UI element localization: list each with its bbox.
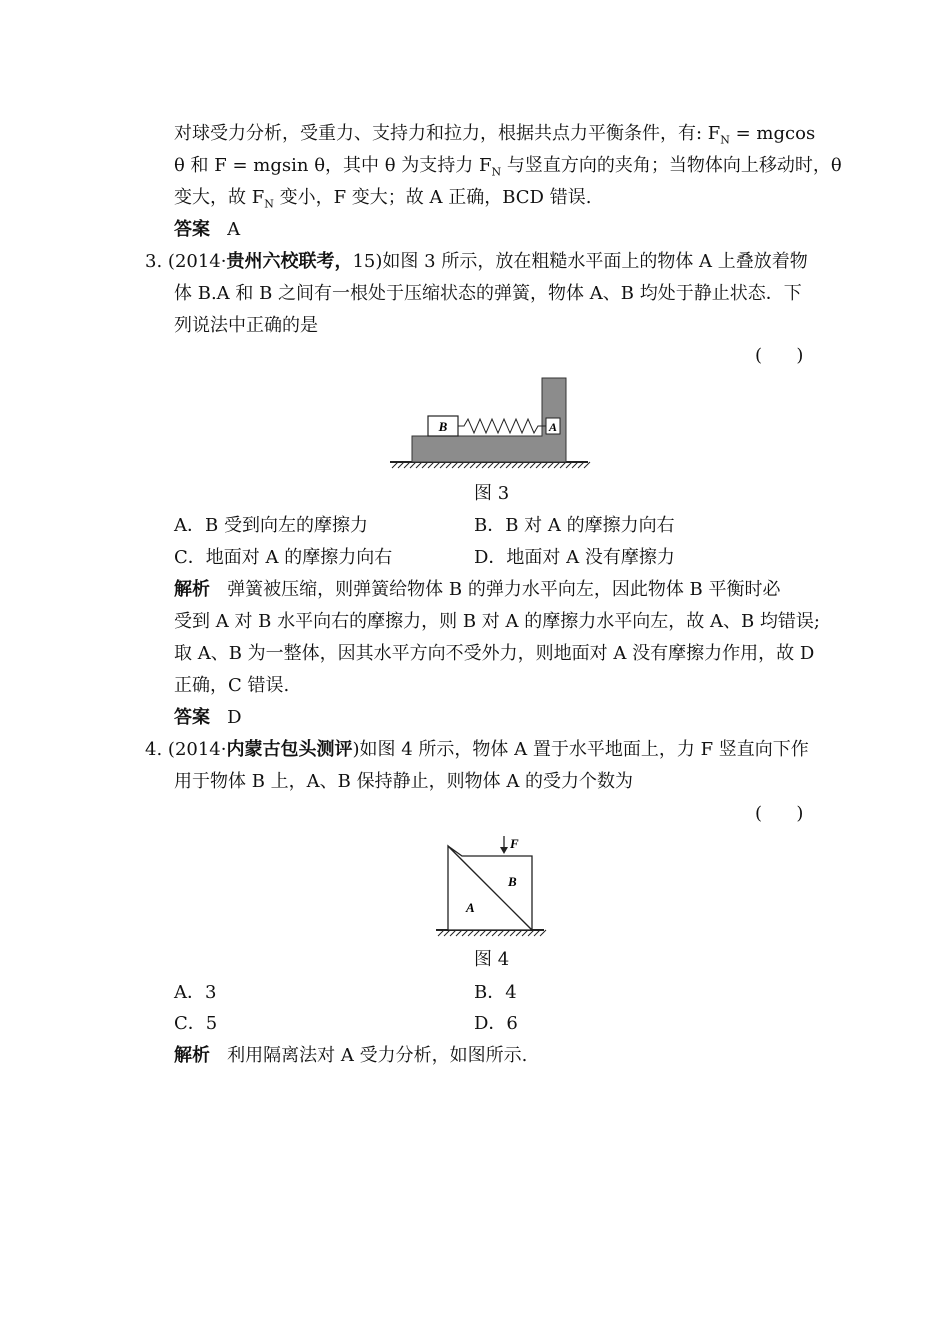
ground-hatch	[390, 462, 590, 468]
q3-figure	[388, 374, 598, 474]
answer-label: 答案	[174, 707, 210, 728]
label-a: A	[466, 900, 475, 915]
label-b: B	[508, 874, 517, 889]
q3-line-3: 列说法中正确的是	[174, 315, 318, 336]
q4-caption: 图 4	[474, 949, 510, 970]
prev-line-3: 变大，故 $F_N$ 变小，F 变大；故 A 正确，BCD 错误.	[174, 187, 592, 211]
q4-line-2: 用于物体 B 上，A、B 保持静止，则物体 A 的受力个数为	[174, 771, 634, 792]
q3-answer: 答案 D	[174, 707, 242, 728]
q3-analysis-2: 受到 A 对 B 水平向右的摩擦力，则 B 对 A 的摩擦力水平向左，故 A、B 均错误;	[174, 611, 820, 632]
q3-caption: 图 3	[474, 483, 510, 504]
q3-option-c: C．地面对 A 的摩擦力向右	[174, 547, 393, 568]
q4-option-a: A．3	[174, 982, 217, 1003]
q4-option-b: B．4	[474, 982, 517, 1003]
q3-answer-blank: ( )	[755, 345, 804, 366]
q4-analysis-1: 解析 利用隔离法对 A 受力分析，如图所示.	[174, 1045, 528, 1066]
q4-option-c: C．5	[174, 1013, 218, 1034]
prev-line-2: θ 和 F = mgsin θ，其中 θ 为支持力 $F_N$ 与竖直方向的夹角；当物体向上移动时，θ	[174, 155, 842, 179]
q4-figure	[432, 832, 552, 942]
q3-option-a: A．B 受到向左的摩擦力	[174, 515, 368, 536]
q3-option-d: D．地面对 A 没有摩擦力	[474, 547, 675, 568]
q4-line-1: 4. (2014·内蒙古包头测评)如图 4 所示，物体 A 置于水平地面上，力 F 竖直向下作	[145, 739, 809, 760]
q3-line-2: 体 B.A 和 B 之间有一根处于压缩状态的弹簧，物体 A、B 均处于静止状态．下	[174, 283, 802, 304]
ground-hatch	[436, 930, 546, 936]
analysis-label: 解析	[174, 579, 210, 600]
label-a: A	[548, 420, 558, 434]
label-b: B	[438, 419, 448, 434]
q4-option-d: D．6	[474, 1013, 518, 1034]
q4-answer-blank: ( )	[755, 803, 804, 824]
q3-analysis-4: 正确，C 错误.	[174, 675, 290, 696]
q3-analysis-1: 解析 弹簧被压缩，则弹簧给物体 B 的弹力水平向左，因此物体 B 平衡时必	[174, 579, 781, 600]
prev-line-1: 对球受力分析，受重力、支持力和拉力，根据共点力平衡条件，有: $F_N = mgcos$	[174, 123, 816, 147]
q3-line-1: 3. (2014·贵州六校联考，15)如图 3 所示，放在粗糙水平面上的物体 A 上叠放着物	[145, 251, 808, 272]
arrow-head	[500, 847, 508, 854]
q3-option-b: B．B 对 A 的摩擦力向右	[474, 515, 675, 536]
label-f: F	[510, 836, 519, 851]
q3-analysis-3: 取 A、B 为一整体，因其水平方向不受外力，则地面对 A 没有摩擦力作用，故 D	[174, 643, 815, 664]
spring	[458, 419, 546, 433]
prev-answer: 答案 A	[174, 219, 241, 240]
analysis-label: 解析	[174, 1045, 210, 1066]
answer-label: 答案	[174, 219, 210, 240]
